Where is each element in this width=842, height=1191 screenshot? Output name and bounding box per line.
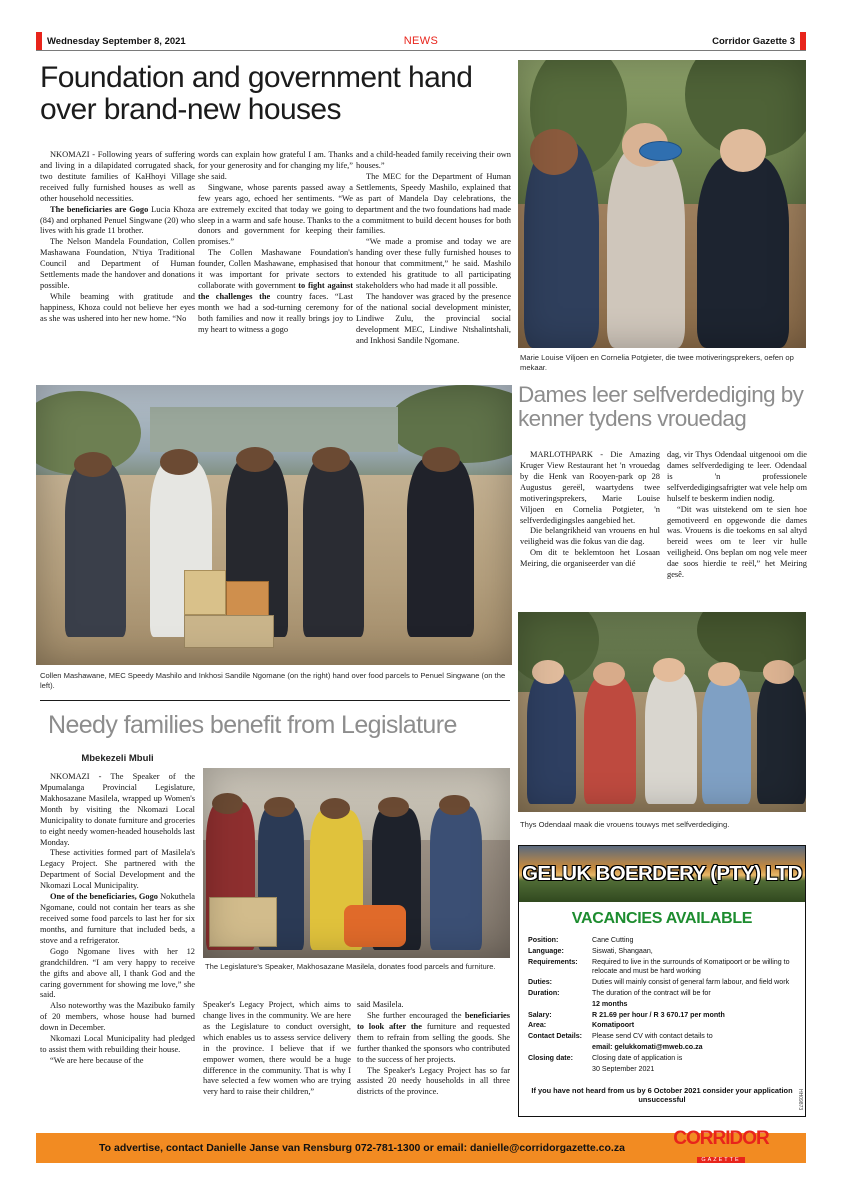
paragraph: Singwane, whose parents passed away a few years ago, echoed her sentiments. “We are extremely excited that today we going to sleep in a warm and safe house. Thanks to the donors and government for keeping their promises.” bbox=[198, 182, 353, 247]
paragraph: The beneficiaries are Gogo Lucia Khoza (84) and orphaned Penuel Singwane (20) who lives with his grade 11 brother. bbox=[40, 204, 195, 236]
photo-selfdefence-class bbox=[518, 612, 806, 812]
advert-detail-value: R 21.69 per hour / R 3 670.17 per month bbox=[592, 1010, 725, 1019]
paragraph: “We are here because of the bbox=[50, 1055, 144, 1065]
advert-reference-code: HH09873 bbox=[797, 1088, 803, 1110]
advertise-contact-text: To advertise, contact Danielle Janse van Rensburg 072-781-1300 or email: danielle@corridorgazette.co.za bbox=[99, 1142, 625, 1154]
bold-phrase: to fight against the challenges the bbox=[198, 281, 354, 301]
advert-detail-row bbox=[528, 978, 796, 987]
advertise-contact-strip[interactable] bbox=[36, 1127, 806, 1164]
page-title: Foundation and government hand over brand-new houses bbox=[40, 61, 473, 126]
paragraph: Om dit te beklemtoon het Losaan Meiring, die organiseerder van dié bbox=[520, 548, 660, 569]
advert-geluk-boerdery[interactable] bbox=[518, 845, 806, 1117]
advert-company-name: GELUK BOERDERY (PTY) LTD bbox=[522, 862, 802, 885]
advert-detail-value: Duties will mainly consist of general farm labour, and field work bbox=[592, 977, 790, 986]
paragraph: She further encouraged the beneficiaries to look after the furniture and requested them to refrain from selling the goods. She further thanked the sponsors who contributed to the success of her projects. bbox=[357, 1010, 510, 1064]
advert-footer-note: If you have not heard from us by 6 October 2021 consider your application unsuccessful bbox=[531, 1085, 793, 1105]
caption-selfdefence-class: Thys Odendaal maak die vrouens touwys met selfverdediging. bbox=[520, 820, 730, 829]
advert-detail-label: Closing date: bbox=[528, 1053, 573, 1062]
paragraph: “We made a promise and today we are handing over these fully furnished houses to honour that commitment,” he said. Mashilo extended his gratitude to all participating stakeholders who had made it all possible. bbox=[356, 237, 511, 291]
advert-detail-value: Siswati, Shangaan, bbox=[592, 946, 653, 955]
caption-house-handover: Collen Mashawane, MEC Speedy Mashilo and Inkhosi Sandile Ngomane (on the right) hand over food parcels to Penuel Singwane (on the left). bbox=[40, 671, 506, 691]
paragraph: Also noteworthy was the Mazibuko family of 20 members, whose house had burned down in December. bbox=[40, 1001, 195, 1033]
paragraph: said Masilela. bbox=[357, 1000, 404, 1009]
paragraph: NKOMAZI - The Speaker of the Mpumalanga Provincial Legislature, Makhosazane Masilela, wrapped up Women's Month by visiting the Nkomazi Local Municipality to donate furniture and groceries to eight needy women-headed households last Monday. bbox=[40, 772, 195, 847]
advert-detail-value: Required to live in the surrounds of Komatipoort or be willing to relocate and must be hard working bbox=[592, 957, 790, 976]
caption-legislature-donation: The Legislature's Speaker, Makhosazane Masilela, donates food parcels and furniture. bbox=[205, 962, 496, 971]
advert-detail-row bbox=[528, 1065, 796, 1074]
paragraph: The handover was graced by the presence of the national social development minister, Lindiwe Zulu, the provincial social development MEC, Lindiwe Ntshalintshali, and Inkhosi Sandile Ngomane. bbox=[356, 291, 511, 345]
paragraph: MARLOTHPARK - Die Amazing Kruger View Restaurant het 'n vrouedag by die Henk van Rooyen-park op 28 Augustus gereël, waartydens twee motiveringsprekers, Marie Louise Viljoen en Cornelia Potgieter, 'n selfverdedigingsles aangebied het. bbox=[520, 450, 660, 525]
advert-detail-label bbox=[528, 1000, 592, 1009]
bold-lead-in: One of the beneficiaries, Gogo bbox=[50, 892, 158, 902]
advert-detail-value: email: gelukkomati@mweb.co.za bbox=[592, 1043, 703, 1052]
article-main-column-2 bbox=[198, 150, 353, 375]
masthead-rule bbox=[36, 50, 806, 51]
bold-phrase: beneficiaries to look after the bbox=[357, 1010, 510, 1031]
paragraph: These activities formed part of Masilela's Legacy Project. She partnered with the Department of Social Development and the Nkomazi Local Municipality. bbox=[40, 848, 195, 891]
photo-vignette bbox=[203, 768, 510, 958]
advert-detail-row bbox=[528, 989, 796, 998]
advert-detail-value: Komatipoort bbox=[592, 1021, 635, 1030]
advert-detail-label: Position: bbox=[528, 936, 559, 944]
headline-needy-families: Needy families benefit from Legislature bbox=[48, 711, 457, 739]
advert-detail-label: Duration: bbox=[528, 988, 560, 997]
advert-details-table bbox=[519, 934, 805, 1074]
article-selfdefence-column-1 bbox=[520, 450, 660, 610]
masthead-publication: Corridor Gazette 3 bbox=[712, 35, 795, 47]
paragraph: Gogo Ngomane lives with her 12 grandchildren. “I am very happy to receive the gifts and above all, I thank God and the caring government for showing me love,” she said. bbox=[40, 946, 195, 1000]
advert-detail-label: Area: bbox=[528, 1021, 547, 1030]
bold-lead-in: The beneficiaries are Gogo bbox=[50, 204, 149, 214]
advert-detail-value: Closing date of application is bbox=[592, 1053, 683, 1062]
logo-main-text: CORRIDOR bbox=[673, 1127, 769, 1149]
advert-detail-row bbox=[528, 1054, 796, 1063]
advert-detail-value: The duration of the contract will be for bbox=[592, 988, 711, 997]
paragraph: “Dit was uitstekend om te sien hoe gemotiveerd en opgewonde die dames was. Vrouens is die toekoms en sal altyd bereid wees om te leer vir hulle veiligheid. Ons beplan om nog vele meer dae soos hierdie te reël,” het Meiring gesê. bbox=[667, 504, 807, 580]
paragraph: One of the beneficiaries, Gogo Nokuthela Ngomane, could not contain her tears as she received some food parcels to last her for six months, and furniture that included beds, a stove and a refrigerator. bbox=[40, 892, 195, 945]
advert-detail-label bbox=[528, 1065, 592, 1074]
article-needy-column-1 bbox=[40, 772, 195, 1120]
advert-detail-label: Salary: bbox=[528, 1010, 552, 1019]
byline-author: Mbekezeli Mbuli bbox=[81, 753, 154, 764]
advert-detail-row bbox=[528, 1032, 796, 1041]
advert-detail-value: Please send CV with contact details to bbox=[592, 1032, 713, 1041]
advert-detail-label bbox=[528, 1043, 592, 1052]
advert-detail-row bbox=[528, 1043, 796, 1052]
photo-vignette bbox=[36, 385, 512, 665]
article-main-column-3 bbox=[356, 150, 511, 375]
paragraph: dag, vir Thys Odendaal uitgenooi om die dames selfverdediging te leer. Odendaal is 'n professionele selfverdedigingsafrigter wat vele help om hulself te beskerm indien nodig. bbox=[667, 450, 807, 503]
paragraph: The Nelson Mandela Foundation, Collen Mashawana Foundation, N'tiya Traditional Council and Department of Human Settlements made the handover and donations possible. bbox=[40, 237, 195, 291]
advert-detail-value: Cane Cutting bbox=[592, 936, 634, 944]
advert-detail-label: Contact Details: bbox=[528, 1032, 582, 1041]
masthead-section-label: NEWS bbox=[403, 35, 439, 47]
logo-sub-text: GAZETTE bbox=[697, 1157, 744, 1163]
paragraph: The Collen Mashawane Foundation's founder, Collen Mashawane, emphasised that it was important for private sectors to collaborate with government to fight against the challenges the country faces. “Last month we had a sod-turning ceremony for both families and now it really brings joy to my heart to witness a gogo bbox=[198, 248, 354, 334]
photo-vignette bbox=[518, 60, 806, 348]
article-needy-column-3 bbox=[357, 1000, 510, 1122]
corridor-gazette-logo bbox=[646, 1127, 806, 1166]
advert-detail-label: Duties: bbox=[528, 977, 553, 986]
advert-detail-value: 12 months bbox=[592, 999, 628, 1008]
advert-detail-row bbox=[528, 958, 796, 977]
masthead bbox=[36, 30, 806, 52]
paragraph: Nkomazi Local Municipality had pledged to assist them with rebuilding their house. bbox=[40, 1034, 195, 1055]
masthead-date: Wednesday September 8, 2021 bbox=[47, 35, 186, 47]
paragraph: The Speaker's Legacy Project has so far assisted 20 needy households in all three districts of the province. bbox=[357, 1065, 510, 1097]
article-selfdefence-column-2 bbox=[667, 450, 807, 610]
article-needy-column-2 bbox=[203, 1000, 351, 1122]
advert-detail-row bbox=[528, 947, 796, 956]
paragraph: NKOMAZI - Following years of suffering and living in a dilapidated corrugated shack, two destitute families of KaHhoyi Village received fully furnished houses as well as other household necessities. bbox=[40, 150, 195, 203]
advert-detail-row bbox=[528, 1000, 796, 1009]
photo-legislature-donation bbox=[203, 768, 510, 958]
photo-women-frisbee bbox=[518, 60, 806, 348]
caption-women-frisbee: Marie Louise Viljoen en Cornelia Potgieter, die twee motiveringsprekers, oefen op mekaar. bbox=[520, 353, 794, 373]
paragraph: The MEC for the Department of Human Settlements, Speedy Mashilo, explained that as part of Mandela Day celebrations, the department and the two foundations had made a commitment to build decent houses for both families. bbox=[356, 171, 511, 236]
advert-detail-label: Requirements: bbox=[528, 957, 578, 966]
advert-detail-label: Language: bbox=[528, 946, 564, 955]
article-main-column-1 bbox=[40, 150, 195, 375]
advert-detail-value: 30 September 2021 bbox=[592, 1064, 655, 1073]
advert-detail-row bbox=[528, 1011, 796, 1020]
advert-subtitle: VACANCIES AVAILABLE bbox=[571, 910, 753, 927]
headline-selfdefence: Dames leer selfverdediging by kenner tydens vrouedag bbox=[518, 382, 804, 431]
section-divider bbox=[40, 700, 510, 701]
paragraph: While beaming with gratitude and happiness, Khoza could not believe her eyes as she was ushered into her new home. “No bbox=[40, 291, 195, 323]
advert-detail-row bbox=[528, 1021, 796, 1030]
advert-banner bbox=[519, 846, 805, 902]
paragraph: and a child-headed family receiving their own houses.” bbox=[356, 150, 511, 170]
paragraph: words can explain how grateful I am. Thanks for your generosity and for changing my life,” she said. bbox=[198, 150, 353, 181]
photo-house-handover bbox=[36, 385, 512, 665]
paragraph: Speaker's Legacy Project, which aims to change lives in the community. We are here as the Legislature to conduct oversight, which enables us to assess service delivery in the province. I believe that if we empower women, there would be a huge difference in the community. That is why I have selected a few women who are trying very hard to raise their children,” bbox=[203, 1000, 351, 1097]
photo-vignette bbox=[518, 612, 806, 812]
paragraph: Die belangrikheid van vrouens en hul veiligheid was die fokus van die dag. bbox=[520, 526, 660, 547]
advert-detail-row bbox=[528, 936, 796, 945]
